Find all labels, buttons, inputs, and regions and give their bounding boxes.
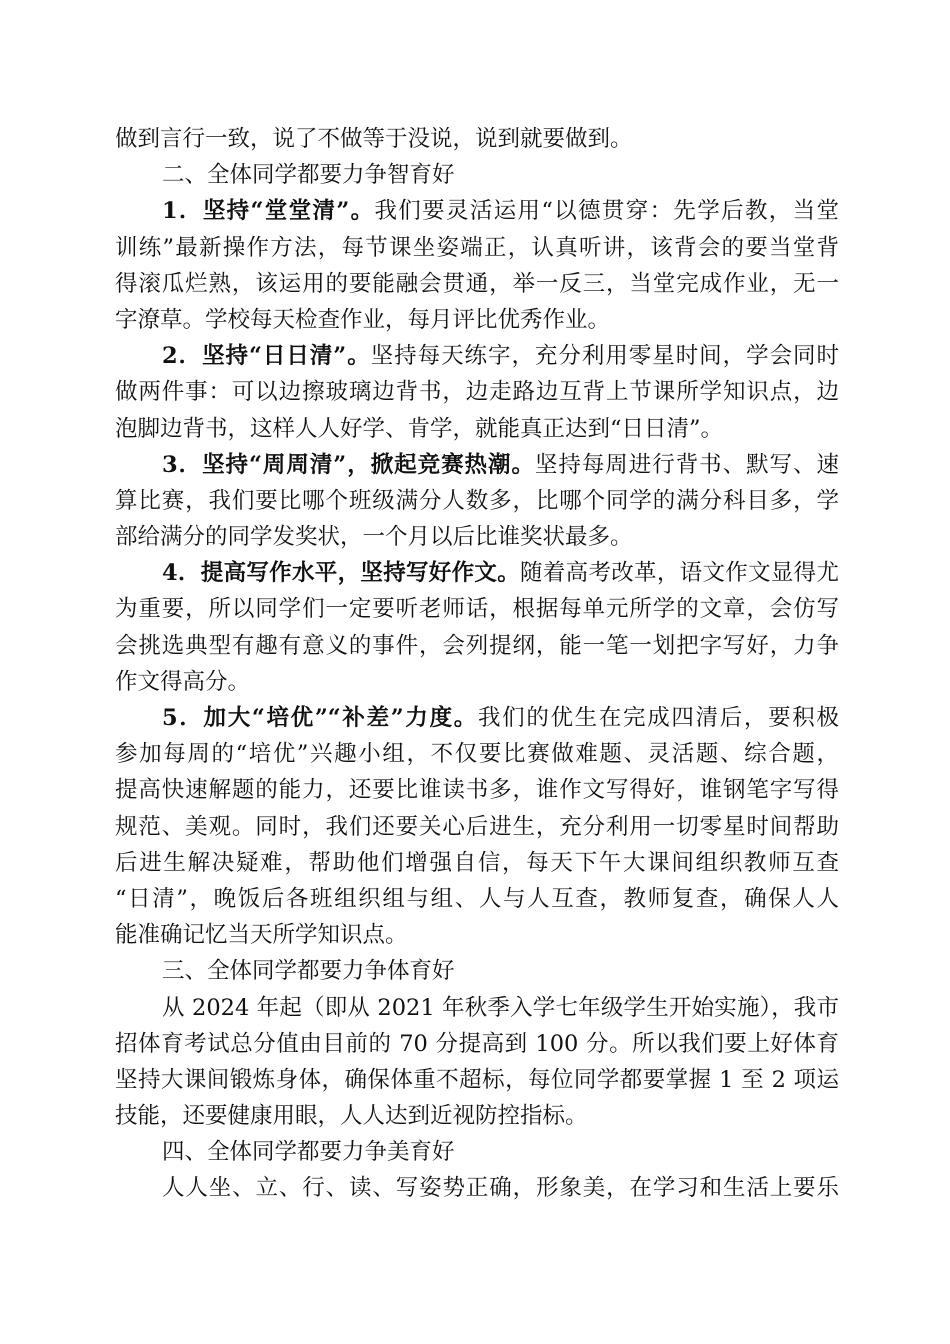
- paragraph: [115, 121, 839, 157]
- line-text: 算比赛，我们要比哪个班级满分人数多，比哪个同学的满分科目多，学: [115, 487, 839, 514]
- bold-heading: 5．加大“培优”“补差”力度。: [162, 705, 478, 731]
- line-text: 技能，还要健康用眼，人人达到近视防控指标。: [115, 1103, 588, 1130]
- text-line: [115, 447, 839, 483]
- paragraph: [115, 447, 839, 556]
- line-text: 坚持每天练字，充分利用零星时间，学会同时: [370, 343, 839, 370]
- text-line: [115, 953, 839, 989]
- text-line: [115, 1062, 839, 1098]
- line-text: 人人坐、立、行、读、写姿势正确，形象美，在学习和生活上要乐: [162, 1175, 839, 1202]
- line-text: 从 2024 年起（即从 2021 年秋季入学七年级学生开始实施），我市: [162, 994, 839, 1021]
- text-line: [115, 374, 839, 410]
- line-text: 规范、美观。同时，我们还要关心后进生，充分利用一切零星时间帮助: [115, 813, 839, 840]
- text-line: [115, 917, 839, 953]
- bold-heading: 2．坚持“日日清”。: [162, 343, 371, 370]
- paragraph: [115, 338, 839, 447]
- text-line: [115, 411, 839, 447]
- text-line: [115, 664, 839, 700]
- line-text: 做到言行一致，说了不做等于没说，说到就要做到。: [115, 126, 633, 152]
- text-line: [115, 736, 839, 772]
- line-text: 二、全体同学都要力争智育好: [162, 162, 455, 189]
- text-line: [115, 628, 839, 664]
- text-line: [115, 266, 839, 302]
- line-text: 我们要灵活运用“以德贯穿：先学后教，当堂: [374, 198, 839, 225]
- line-text: 坚持大课间锻炼身体，确保体重不超标，每位同学都要掌握 1 至 2 项运: [115, 1066, 839, 1093]
- text-line: [115, 1170, 839, 1206]
- text-line: [115, 121, 839, 157]
- paragraph: [115, 1134, 839, 1170]
- line-text: 做两件事：可以边擦玻璃边背书，边走路边互背上节课所学知识点，边: [115, 379, 839, 406]
- line-text: “日清”，晚饭后各班组织组与组、人与人互查，教师复查，确保人人: [115, 885, 839, 912]
- text-line: [115, 555, 839, 591]
- line-text: 随着高考改革，语文作文显得尤: [520, 560, 839, 587]
- bold-heading: 4．提高写作水平，坚持写好作文。: [162, 560, 521, 587]
- line-text: 字潦草。学校每天检查作业，每月评比优秀作业。: [115, 306, 611, 333]
- text-line: [115, 845, 839, 881]
- line-text: 得滚瓜烂熟，该运用的要能融会贯通，举一反三，当堂完成作业，无一: [115, 270, 839, 297]
- line-text: 部给满分的同学发奖状，一个月以后比谁奖状最多。: [115, 524, 633, 551]
- line-text: 为重要，所以同学们一定要听老师话，根据每单元所学的文章，会仿写: [115, 596, 839, 623]
- text-line: [115, 1098, 839, 1134]
- text-line: [115, 157, 839, 193]
- text-line: [115, 881, 839, 917]
- line-text: 训练”最新操作方法，每节课坐姿端正，认真听讲，该背会的要当堂背: [115, 234, 839, 261]
- line-text: 提高快速解题的能力，还要比谁读书多，谁作文写得好，谁钢笔字写得: [115, 777, 839, 804]
- paragraph: [115, 193, 839, 338]
- bold-heading: 3．坚持“周周清”，掀起竞赛热潮。: [162, 451, 535, 478]
- text-line: [115, 519, 839, 555]
- paragraph: [115, 1170, 839, 1206]
- bold-heading: 1．坚持“堂堂清”。: [162, 198, 375, 225]
- line-text: 能准确记忆当天所学知识点。: [115, 922, 408, 949]
- line-text: 我们的优生在完成四清后，要积极: [477, 705, 839, 731]
- text-line: [115, 483, 839, 519]
- line-text: 坚持每周进行背书、默写、速: [534, 451, 839, 478]
- text-line: [115, 591, 839, 627]
- paragraph: [115, 953, 839, 989]
- line-text: 会挑选典型有趣有意义的事件，会列提纲，能一笔一划把字写好，力争: [115, 632, 839, 659]
- line-text: 泡脚边背书，这样人人好学、肯学，就能真正达到“日日清”。: [115, 415, 724, 442]
- paragraph: [115, 555, 839, 700]
- line-text: 后进生解决疑难，帮助他们增强自信，每天下午大课间组织教师互查: [115, 849, 839, 876]
- line-text: 招体育考试总分值由目前的 70 分提高到 100 分。所以我们要上好体育: [115, 1030, 839, 1057]
- text-line: [115, 772, 839, 808]
- text-line: [115, 230, 839, 266]
- document-page: [115, 121, 839, 1207]
- line-text: 参加每周的“培优”兴趣小组，不仅要比赛做难题、灵活题、综合题，: [115, 741, 839, 768]
- text-line: [115, 809, 839, 845]
- line-text: 作文得高分。: [115, 668, 251, 695]
- paragraph: [115, 157, 839, 193]
- paragraph: [115, 990, 839, 1135]
- text-line: [115, 1134, 839, 1170]
- text-line: [115, 990, 839, 1026]
- line-text: 四、全体同学都要力争美育好: [162, 1139, 455, 1166]
- text-line: [115, 1026, 839, 1062]
- text-line: [115, 700, 839, 736]
- text-line: [115, 302, 839, 338]
- paragraph: [115, 700, 839, 953]
- text-line: [115, 193, 839, 229]
- line-text: 三、全体同学都要力争体育好: [162, 958, 455, 985]
- text-line: [115, 338, 839, 374]
